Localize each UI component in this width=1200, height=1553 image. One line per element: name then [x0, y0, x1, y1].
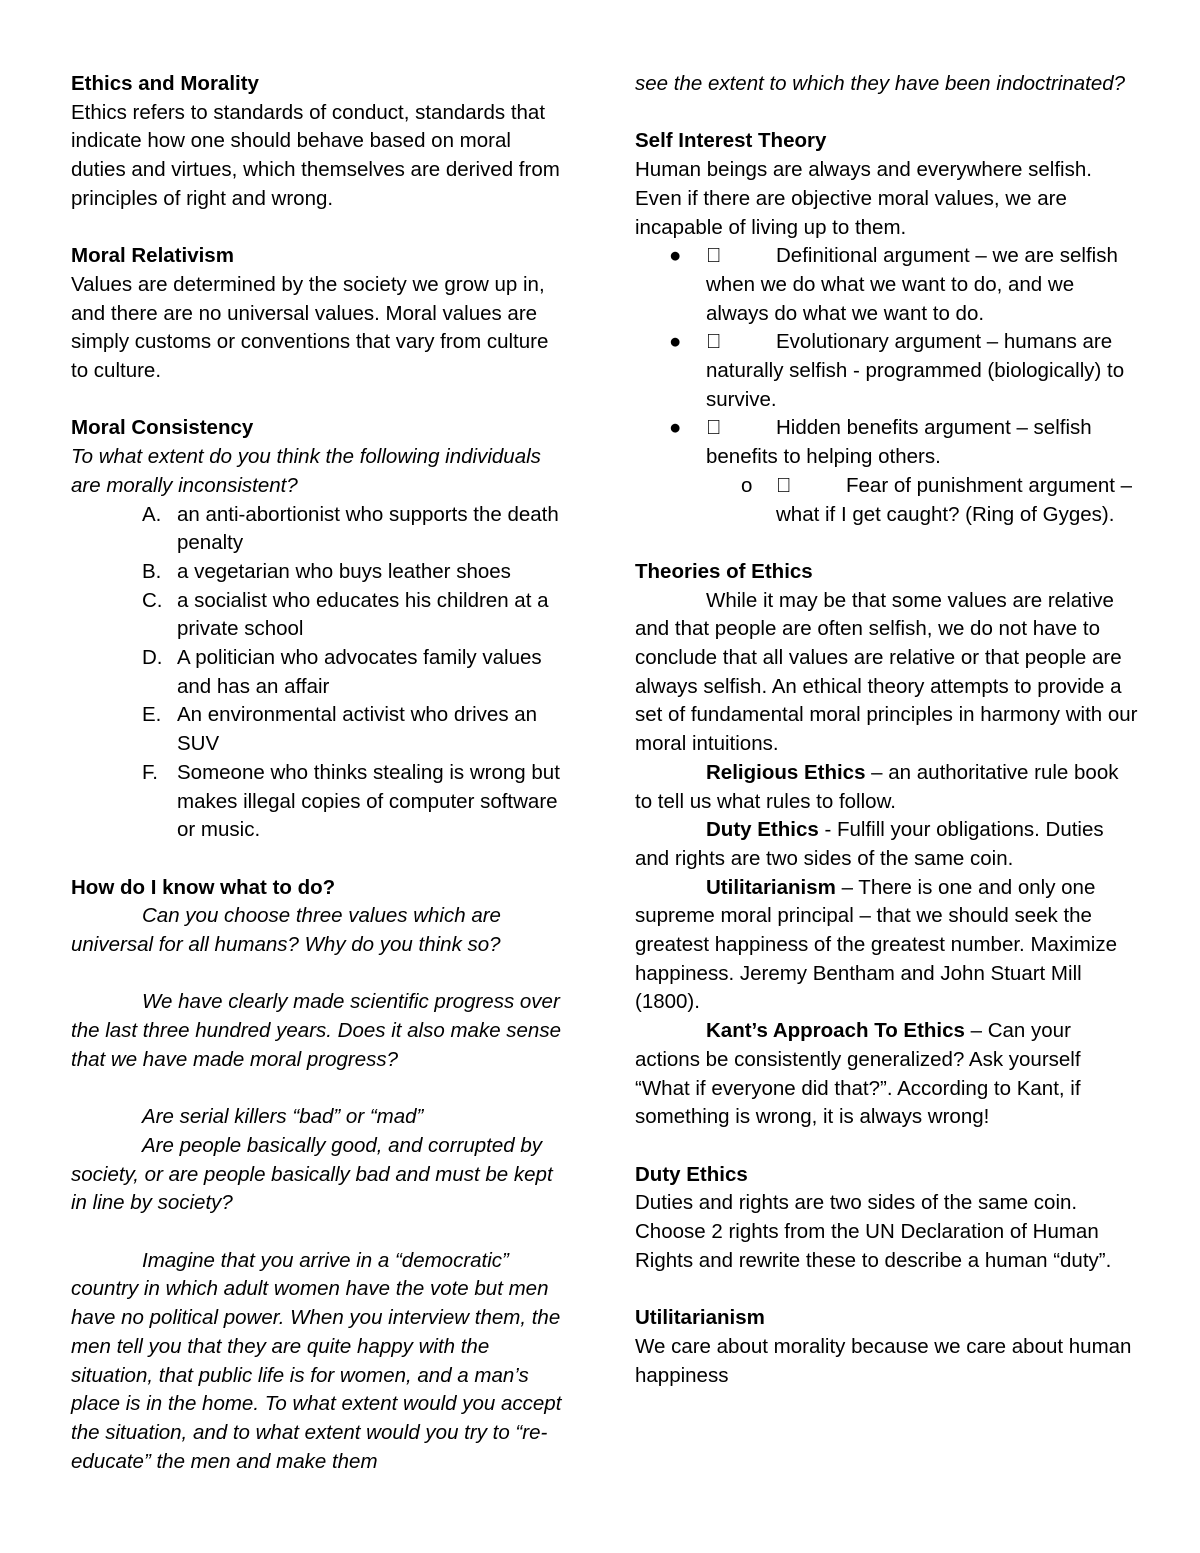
howdo-question-3: Are serial killers “bad” or “mad”	[142, 1105, 424, 1129]
relativism-paragraph: Values are determined by the society we grow up in, and there are no universal values. Moral values are simply customs or conventions that vary from culture to culture.	[71, 272, 549, 383]
missing-glyph-icon	[706, 328, 776, 357]
continuation-text: see the extent to which they have been indoctrinated?	[635, 72, 1126, 95]
list-item: F. Someone who thinks stealing is wrong but makes illegal copies of computer software or music.	[142, 760, 560, 842]
list-item: E. An environmental activist who drives an SUV	[142, 703, 538, 756]
consistency-list	[71, 501, 571, 845]
howdo-question-4: Are people basically good, and corrupted by society, or are people basically bad and must be kept in line by society?	[71, 1133, 553, 1215]
howdo-question-5: Imagine that you arrive in a “democratic” country in which adult women have the vote but men have no political power. When you interview them, the men tell you that they are quite happy with the situation, that public life is for women, and a man’s place is in the home. To what extent would you accept the situation, and to what extent would you try to “re-educate” the men and make them	[71, 1248, 562, 1473]
right-column	[635, 70, 1140, 1390]
duty-ethics-paragraph: Duty Ethics - Fulfill your obligations. Duties and rights are two sides of the same coin.	[635, 818, 1104, 870]
list-item: ● Definitional argument – we are selfish when we do what we want to do, and we always do what we want to do.	[669, 244, 1118, 325]
left-column	[71, 70, 571, 1476]
bullet-icon: ●	[669, 330, 682, 354]
relativism-heading: Moral Relativism	[71, 244, 234, 268]
ethics-heading: Ethics and Morality	[71, 72, 259, 95]
bullet-icon: ●	[669, 244, 682, 268]
duty-ethics-section-paragraph: Duties and rights are two sides of the same coin. Choose 2 rights from the UN Declaration of Human Rights and rewrite these to describe a human “duty”.	[635, 1191, 1112, 1272]
missing-glyph-icon	[706, 414, 776, 443]
missing-glyph-icon	[776, 472, 846, 501]
self-interest-heading: Self Interest Theory	[635, 129, 827, 153]
ethics-paragraph: Ethics refers to standards of conduct, standards that indicate how one should behave based on moral duties and virtues, which themselves are derived from principles of right and wrong.	[71, 100, 560, 210]
list-item: D. A politician who advocates family values and has an affair	[142, 646, 542, 698]
theories-paragraph: While it may be that some values are relative and that people are often selfish, we do not have to conclude that all values are relative or that people are always selfish. An ethical theory attempts to provide a set of fundamental moral principles in harmony with our moral intuitions.	[635, 588, 1138, 756]
howdo-question-1: Can you choose three values which are universal for all humans? Why do you think so?	[71, 904, 501, 957]
utilitarianism-paragraph: Utilitarianism – There is one and only one supreme moral principal – that we should seek the greatest happiness of the greatest number. Maximize happiness. Jeremy Bentham and John Stuart Mill (1800).	[635, 875, 1118, 1014]
missing-glyph-icon	[706, 242, 776, 271]
duty-ethics-heading: Duty Ethics	[635, 1162, 748, 1186]
utilitarianism-heading: Utilitarianism	[635, 1306, 765, 1330]
sub-bullet-icon: o	[741, 473, 753, 497]
list-item: ● Evolutionary argument – humans are naturally selfish - programmed (biologically) to survive.	[669, 330, 1125, 411]
self-interest-paragraph: Human beings are always and everywhere selfish. Even if there are objective moral values, we are incapable of living up to them.	[635, 158, 1092, 239]
kant-paragraph: Kant’s Approach To Ethics – Can your actions be consistently generalized? Ask yourself “What if everyone did that?”. According to Kant, if something is wrong, it is always wrong!	[635, 1019, 1081, 1129]
list-item: C. a socialist who educates his children at a private school	[142, 588, 549, 641]
list-item: B. a vegetarian who buys leather shoes	[142, 559, 511, 583]
bullet-icon: ●	[669, 416, 682, 440]
religious-ethics-paragraph: Religious Ethics – an authoritative rule book to tell us what rules to follow.	[635, 760, 1119, 813]
list-item: A. an anti-abortionist who supports the death penalty	[142, 502, 559, 555]
utilitarianism-section-paragraph: We care about morality because we care about human happiness	[635, 1334, 1132, 1387]
consistency-question: To what extent do you think the following individuals are morally inconsistent?	[71, 445, 541, 497]
argument-list	[635, 242, 1140, 529]
consistency-heading: Moral Consistency	[71, 416, 254, 440]
theories-heading: Theories of Ethics	[635, 559, 813, 583]
list-item: o Fear of punishment argument – what if I get caught? (Ring of Gyges).	[741, 473, 1133, 526]
list-item: ● Hidden benefits argument – selfish benefits to helping others.	[669, 416, 1092, 469]
howdo-heading: How do I know what to do?	[71, 875, 336, 899]
howdo-question-2: We have clearly made scientific progress over the last three hundred years. Does it also make sense that we have made moral progress?	[71, 990, 561, 1071]
